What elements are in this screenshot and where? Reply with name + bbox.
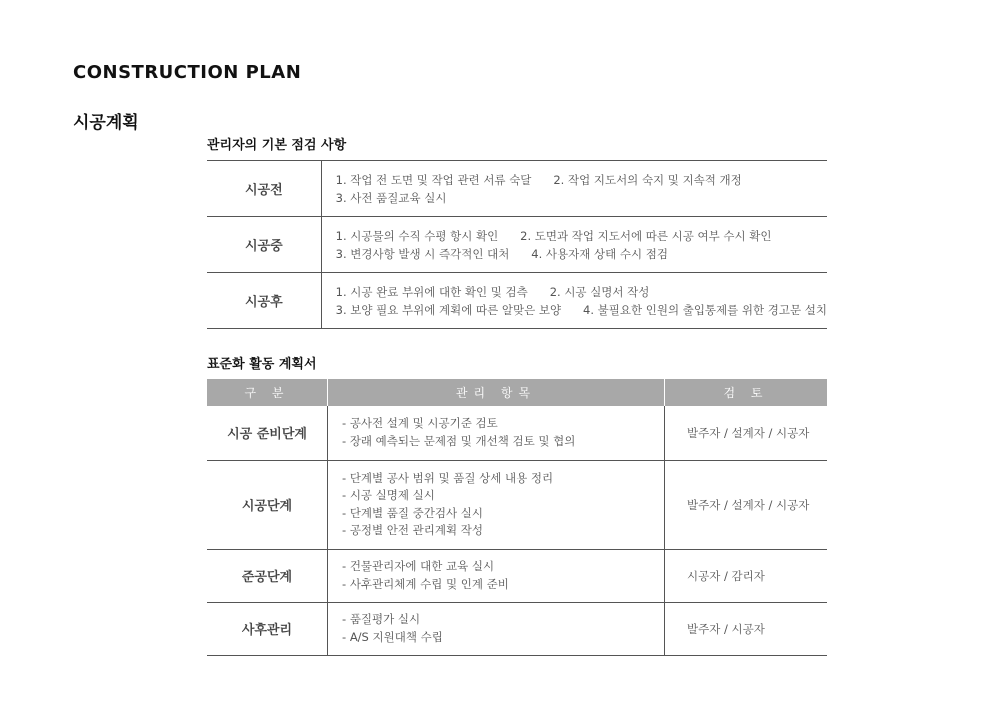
table-row xyxy=(207,406,827,460)
list-item: - A/S 지원대책 수립 xyxy=(342,629,664,647)
stage-label: 준공단계 xyxy=(207,549,328,602)
inspection-table xyxy=(207,160,827,329)
inspection-table-title: 관리자의 기본 점검 사항 xyxy=(207,138,347,153)
list-item: - 단계별 공사 범위 및 품질 상세 내용 정리 xyxy=(342,470,664,488)
header-review: 검 토 xyxy=(665,379,828,406)
standardization-table xyxy=(207,379,827,656)
list-item: - 사후관리체계 수립 및 인계 준비 xyxy=(342,576,664,594)
reviewers: 발주자 / 설계자 / 시공자 xyxy=(665,460,828,549)
reviewers: 발주자 / 설계자 / 시공자 xyxy=(665,406,828,460)
table-row xyxy=(207,460,827,549)
table-row xyxy=(207,217,827,273)
inspection-items xyxy=(321,161,827,217)
stage-label: 시공전 xyxy=(207,161,321,217)
inspection-line: 1. 작업 전 도면 및 작업 관련 서류 숙달 2. 작업 지도서의 숙지 및 지속적 개정 xyxy=(335,172,742,187)
table-row xyxy=(207,273,827,329)
stage-label: 시공단계 xyxy=(207,460,328,549)
section-title: 시공계획 xyxy=(73,113,139,133)
inspection-items xyxy=(321,273,827,329)
table-header-row xyxy=(207,379,827,406)
management-items xyxy=(328,406,665,460)
inspection-line: 1. 시공 완료 부위에 대한 확인 및 검측 2. 시공 실명서 작성 xyxy=(335,284,650,299)
table-row xyxy=(207,549,827,602)
inspection-line: 3. 변경사항 발생 시 즉각적인 대처 4. 사용자재 상태 수시 점검 xyxy=(335,246,668,261)
stage-label: 시공후 xyxy=(207,273,321,329)
reviewers: 발주자 / 시공자 xyxy=(665,602,828,655)
management-items xyxy=(328,549,665,602)
list-item: - 공사전 설계 및 시공기준 검토 xyxy=(342,415,664,433)
inspection-line: 1. 시공물의 수직 수평 항시 확인 2. 도면과 작업 지도서에 따른 시공 여부 수시 확인 xyxy=(335,228,772,243)
management-items xyxy=(328,460,665,549)
list-item: - 공정별 안전 관리계획 작성 xyxy=(342,522,664,540)
reviewers: 시공자 / 감리자 xyxy=(665,549,828,602)
document-title: CONSTRUCTION PLAN xyxy=(73,62,302,83)
list-item: - 건물관리자에 대한 교육 실시 xyxy=(342,558,664,576)
list-item: - 단계별 품질 중간검사 실시 xyxy=(342,505,664,523)
inspection-items xyxy=(321,217,827,273)
inspection-line: 3. 보양 필요 부위에 계획에 따른 알맞은 보양 4. 불필요한 인원의 출입통제를 위한 경고문 설치 xyxy=(335,302,827,317)
header-category: 구 분 xyxy=(207,379,328,406)
table-row xyxy=(207,161,827,217)
standardization-table-title: 표준화 활동 계획서 xyxy=(207,357,317,372)
management-items xyxy=(328,602,665,655)
stage-label: 시공중 xyxy=(207,217,321,273)
header-management-items: 관리 항목 xyxy=(328,379,665,406)
list-item: - 품질평가 실시 xyxy=(342,611,664,629)
inspection-line: 3. 사전 품질교육 실시 xyxy=(335,190,447,205)
list-item: - 장래 예측되는 문제점 및 개선책 검토 및 협의 xyxy=(342,433,664,451)
list-item: - 시공 실명제 실시 xyxy=(342,487,664,505)
stage-label: 시공 준비단계 xyxy=(207,406,328,460)
table-row xyxy=(207,602,827,655)
stage-label: 사후관리 xyxy=(207,602,328,655)
